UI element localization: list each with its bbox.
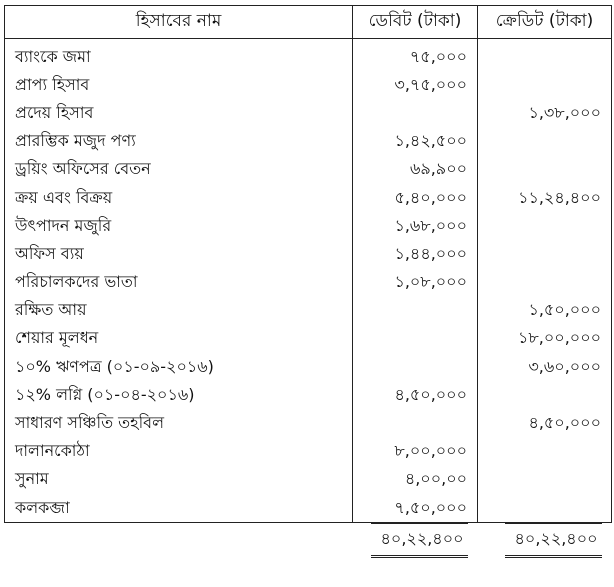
credit-amount: ১,৩৮,০০০: [478, 99, 612, 127]
credit-amount: ৩,৬০,০০০: [478, 353, 612, 381]
credit-amount: [478, 156, 612, 184]
table-row: [5, 240, 612, 268]
debit-amount: ১,৪৪,০০০: [353, 240, 478, 268]
table-row: [5, 494, 612, 523]
account-name: প্রাপ্য হিসাব: [5, 71, 353, 99]
debit-amount: ৫,৪০,০০০: [353, 184, 478, 212]
debit-amount: [353, 99, 478, 127]
account-name: রক্ষিত আয়: [5, 297, 353, 325]
debit-amount: ১,৪২,৫০০: [353, 128, 478, 156]
table-row: [5, 128, 612, 156]
trial-balance-table: [4, 5, 612, 558]
account-name: দালানকোঠা: [5, 438, 353, 466]
account-name: সাধারণ সঞ্চিতি তহবিল: [5, 409, 353, 437]
table-row: [5, 409, 612, 437]
debit-amount: [353, 325, 478, 353]
account-name: ১০% ঋণপত্র (০১-০৯-২০১৬): [5, 353, 353, 381]
credit-amount: [478, 240, 612, 268]
account-name: সুনাম: [5, 466, 353, 494]
table-row: [5, 184, 612, 212]
table-row: [5, 325, 612, 353]
table-row: [5, 71, 612, 99]
credit-amount: [478, 466, 612, 494]
debit-amount: ৭,৫০,০০০: [353, 494, 478, 523]
header-debit: ডেবিট (টাকা): [353, 6, 478, 39]
table-row: [5, 39, 612, 72]
debit-amount: [353, 297, 478, 325]
header-credit: ক্রেডিট (টাকা): [478, 6, 612, 39]
credit-amount: [478, 269, 612, 297]
header-row: [5, 6, 612, 39]
credit-amount: ১,৫০,০০০: [478, 297, 612, 325]
debit-total: ৪০,২২,৪০০: [371, 523, 468, 558]
table-row: [5, 381, 612, 409]
table-row: [5, 212, 612, 240]
table-row: [5, 438, 612, 466]
debit-total-cell: [353, 523, 478, 559]
account-name: শেয়ার মূলধন: [5, 325, 353, 353]
table-row: [5, 297, 612, 325]
table-row: [5, 99, 612, 127]
credit-amount: [478, 128, 612, 156]
credit-amount: [478, 71, 612, 99]
debit-amount: ৪,০০,০০: [353, 466, 478, 494]
table-row: [5, 269, 612, 297]
debit-amount: [353, 409, 478, 437]
credit-amount: [478, 438, 612, 466]
debit-amount: ৩,৭৫,০০০: [353, 71, 478, 99]
credit-amount: ১৮,০০,০০০: [478, 325, 612, 353]
totals-row: [5, 523, 612, 559]
totals-label-cell: [5, 523, 353, 559]
credit-total: ৪০,২২,৪০০: [505, 523, 602, 558]
credit-total-cell: [478, 523, 612, 559]
header-account-name: হিসাবের নাম: [5, 6, 353, 39]
debit-amount: ৭৫,০০০: [353, 39, 478, 72]
account-name: উৎপাদন মজুরি: [5, 212, 353, 240]
debit-amount: ৮,০০,০০০: [353, 438, 478, 466]
credit-amount: [478, 212, 612, 240]
credit-amount: ১১,২৪,৪০০: [478, 184, 612, 212]
credit-amount: [478, 494, 612, 523]
account-name: অফিস ব্যয়: [5, 240, 353, 268]
debit-amount: [353, 353, 478, 381]
credit-amount: [478, 39, 612, 72]
credit-amount: ৪,৫০,০০০: [478, 409, 612, 437]
debit-amount: ১,৬৮,০০০: [353, 212, 478, 240]
debit-amount: ৪,৫০,০০০: [353, 381, 478, 409]
table-row: [5, 466, 612, 494]
account-name: ব্যাংকে জমা: [5, 39, 353, 72]
account-name: প্রারম্ভিক মজুদ পণ্য: [5, 128, 353, 156]
account-name: প্রদেয় হিসাব: [5, 99, 353, 127]
account-name: ১২% লগ্নি (০১-০৪-২০১৬): [5, 381, 353, 409]
account-name: পরিচালকদের ভাতা: [5, 269, 353, 297]
account-name: ড্রয়িং অফিসের বেতন: [5, 156, 353, 184]
account-name: ক্রয় এবং বিক্রয়: [5, 184, 353, 212]
debit-amount: ১,০৮,০০০: [353, 269, 478, 297]
table-row: [5, 156, 612, 184]
account-name: কলকব্জা: [5, 494, 353, 523]
credit-amount: [478, 381, 612, 409]
debit-amount: ৬৯,৯০০: [353, 156, 478, 184]
table-row: [5, 353, 612, 381]
